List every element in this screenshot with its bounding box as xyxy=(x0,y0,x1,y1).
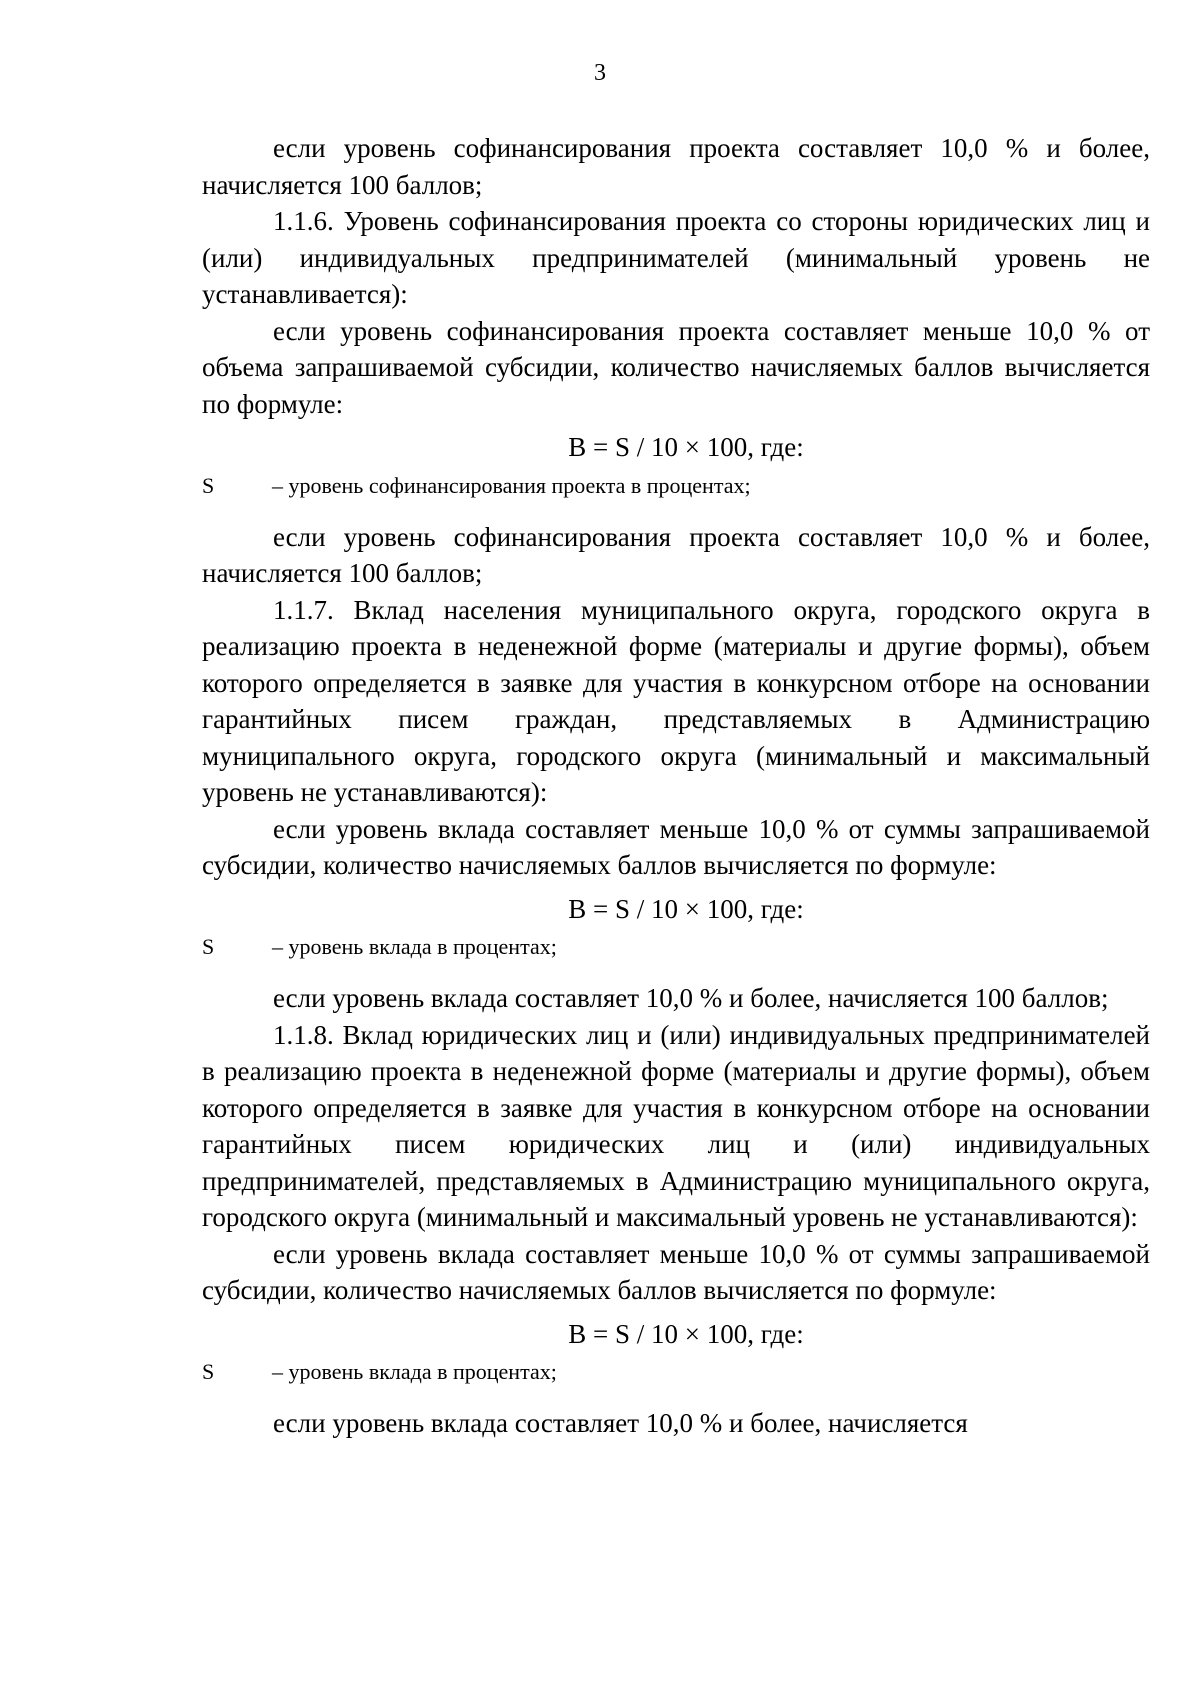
paragraph: если уровень софинансирования проекта составляет 10,0 % и более, начисляется 100 баллов; xyxy=(202,133,1150,200)
page-number: 3 xyxy=(594,60,606,86)
formula-symbol: S xyxy=(202,472,215,498)
paragraph: если уровень вклада составляет 10,0 % и более, начисляется 100 баллов; xyxy=(273,983,1109,1013)
formula-symbol: S xyxy=(202,934,215,959)
formula-symbol: S xyxy=(202,1359,215,1384)
formula-symbol-description: – уровень вклада в процентах; xyxy=(272,934,557,959)
paragraph: если уровень софинансирования проекта составляет меньше 10,0 % от объема запрашиваемой субсидии, количество начисляемых баллов вычисляется по формуле: xyxy=(202,315,1150,419)
formula-legend xyxy=(202,471,1150,501)
formula-legend xyxy=(202,1357,1150,1387)
paragraph: если уровень вклада составляет меньше 10,0 % от суммы запрашиваемой субсидии, количество начисляемых баллов вычисляется по формуле: xyxy=(202,813,1150,880)
formula: B = S / 10 × 100, где: xyxy=(568,432,804,462)
formula-symbol-description: – уровень вклада в процентах; xyxy=(272,1359,557,1384)
formula: B = S / 10 × 100, где: xyxy=(568,893,804,924)
paragraph: если уровень софинансирования проекта составляет 10,0 % и более, начисляется 100 баллов; xyxy=(202,521,1150,588)
paragraph: если уровень вклада составляет 10,0 % и более, начисляется xyxy=(273,1408,968,1438)
paragraph: если уровень вклада составляет меньше 10,0 % от суммы запрашиваемой субсидии, количество начисляемых баллов вычисляется по формуле: xyxy=(202,1238,1150,1305)
paragraph-clause-1-1-8: 1.1.8. Вклад юридических лиц и (или) индивидуальных предпринимателей в реализацию проекта в неденежной форме (материалы и другие формы), объем которого определяется в заявке для участия в конкурсном отборе на основании гарантийных писем юридических лиц и (или) индивидуальных предпринимателей, представляемых в Администрацию муниципального округа, городского округа (минимальный и максимальный уровень не устанавливаются): xyxy=(202,1019,1150,1232)
formula-legend xyxy=(202,932,1150,962)
formula: B = S / 10 × 100, где: xyxy=(568,1318,804,1349)
paragraph-clause-1-1-7: 1.1.7. Вклад населения муниципального округа, городского округа в реализацию проекта в неденежной форме (материалы и другие формы), объем которого определяется в заявке для участия в конкурсном отборе на основании гарантийных писем граждан, представляемых в Администрацию муниципального округа, городского округа (минимальный и максимальный уровень не устанавливаются): xyxy=(202,594,1150,807)
formula-symbol-description: – уровень софинансирования проекта в процентах; xyxy=(272,472,751,498)
document-body xyxy=(202,130,1150,1442)
paragraph-clause-1-1-6: 1.1.6. Уровень софинансирования проекта со стороны юридических лиц и (или) индивидуальных предпринимателей (минимальный уровень не устанавливается): xyxy=(202,206,1150,309)
